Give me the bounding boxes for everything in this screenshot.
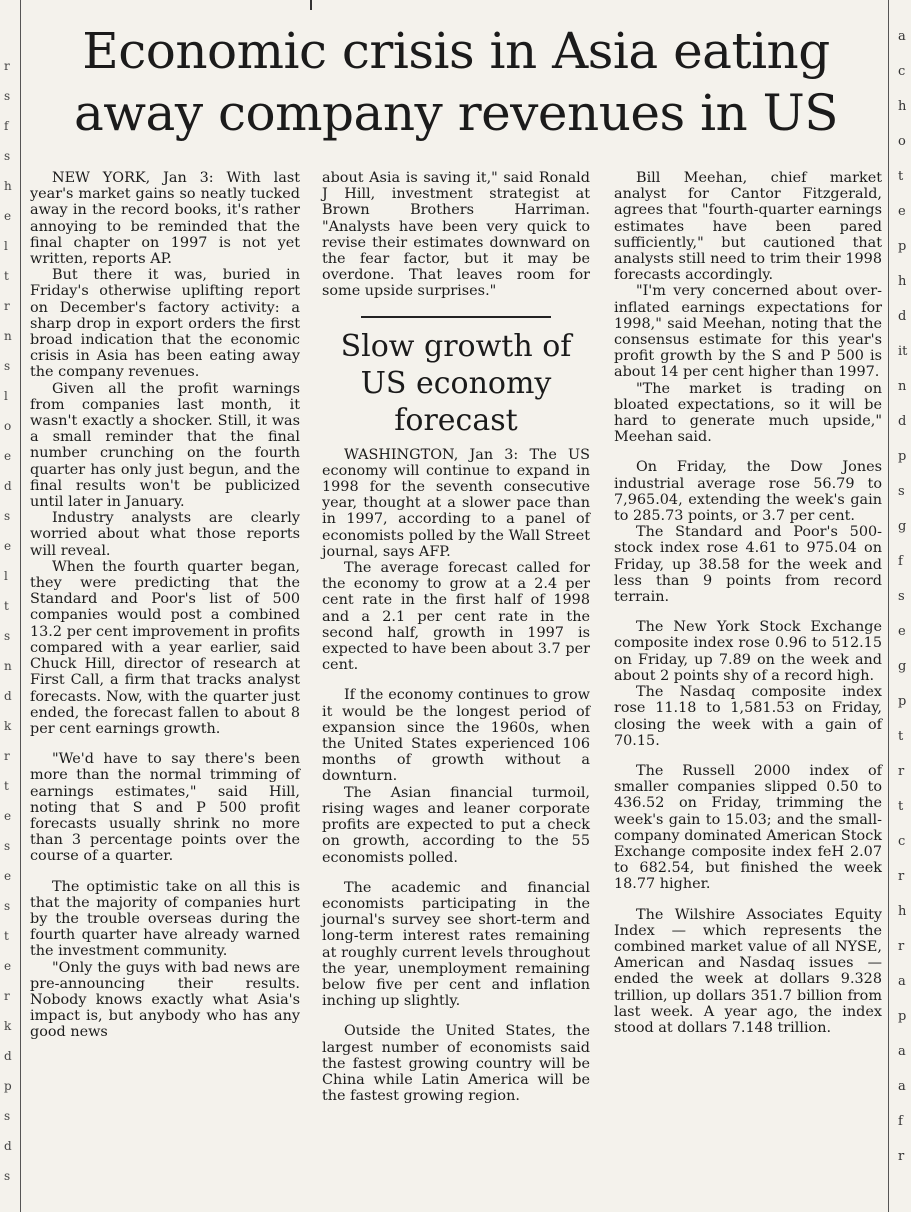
fragment-glyph: e xyxy=(4,449,12,463)
fragment-glyph: it xyxy=(898,344,908,359)
fragment-glyph: a xyxy=(898,1079,906,1094)
fragment-glyph: t xyxy=(4,929,9,943)
paragraph: The academic and financial economists participating in the journal's survey see short-term and long-term interest rates remaining at roughly current levels throughout the year, unemployment remaining below five per cent and inflation inching up slightly. xyxy=(322,879,590,1010)
fragment-glyph: t xyxy=(4,779,9,793)
fragment-glyph: c xyxy=(898,834,906,849)
headline-line-2: away company revenues in US xyxy=(73,84,839,142)
fragment-glyph: r xyxy=(898,869,905,884)
headline xyxy=(26,20,886,144)
paragraph: "I'm very concerned about over-inflated earnings expectations for 1998," said Meehan, noting that the consensus estimate for this year's profit growth by the S and P 500 is about 14 per cent higher than 1997. xyxy=(614,283,882,381)
headline-line-1: Economic crisis in Asia eating xyxy=(82,22,830,80)
column-rule-right xyxy=(888,0,889,1212)
fragment-glyph: k xyxy=(4,719,12,733)
article-column-3 xyxy=(614,170,882,1036)
paragraph: The New York Stock Exchange composite index rose 0.96 to 512.15 on Friday, up 7.89 on the week and about 2 points shy of a record high. xyxy=(614,619,882,684)
fragment-glyph: l xyxy=(4,569,8,583)
fragment-glyph: t xyxy=(898,729,904,744)
paragraph: Industry analysts are clearly worried about what those reports will reveal. xyxy=(30,510,300,559)
fragment-glyph: r xyxy=(4,749,10,763)
fragment-glyph: d xyxy=(898,309,907,324)
paragraph: Bill Meehan, chief market analyst for Cantor Fitzgerald, agrees that "fourth-quarter earnings estimates have been pared sufficiently," but cautioned that analysts still need to trim their 1998 forecasts accordingly. xyxy=(614,170,882,284)
fragment-glyph: o xyxy=(4,419,12,433)
fragment-glyph: e xyxy=(4,809,12,823)
fragment-glyph: d xyxy=(4,689,12,703)
paragraph: Outside the United States, the largest number of economists said the fastest growing country will be China while Latin America will be the fastest growing region. xyxy=(322,1023,590,1105)
fragment-glyph: a xyxy=(898,974,906,989)
fragment-glyph: a xyxy=(898,29,906,44)
fragment-glyph: p xyxy=(898,239,907,254)
paragraph: The optimistic take on all this is that the majority of companies hurt by the trouble overseas during the fourth quarter have already warned the investment community. xyxy=(30,878,300,960)
fragment-glyph: t xyxy=(898,799,904,814)
subhead-rule xyxy=(361,316,551,318)
fragment-glyph: n xyxy=(4,659,12,673)
fragment-glyph: r xyxy=(898,1149,905,1164)
fragment-glyph: g xyxy=(898,659,907,674)
fragment-glyph: d xyxy=(898,414,907,429)
fragment-glyph: s xyxy=(898,589,905,604)
fragment-glyph: t xyxy=(898,169,904,184)
fragment-glyph: t xyxy=(4,599,9,613)
fragment-glyph: s xyxy=(4,1109,11,1123)
fragment-glyph: h xyxy=(898,99,907,114)
fragment-glyph: s xyxy=(4,509,11,523)
fragment-glyph: s xyxy=(898,484,905,499)
fragment-glyph: n xyxy=(4,329,12,343)
paragraph: The average forecast called for the economy to grow at a 2.4 per cent rate in the first half of 1998 and a 2.1 per cent rate in the second half, growth in 1997 is expected to have been about 3.7 per cent. xyxy=(322,560,590,674)
fragment-glyph: o xyxy=(898,134,906,149)
paragraph: On Friday, the Dow Jones industrial average rose 56.79 to 7,965.04, extending the week's gain to 285.73 points, or 3.7 per cent. xyxy=(614,459,882,525)
fragment-glyph: r xyxy=(4,989,10,1003)
fragment-glyph: s xyxy=(4,629,11,643)
fragment-glyph: e xyxy=(898,624,906,639)
fragment-glyph: k xyxy=(4,1019,12,1033)
fragment-glyph: h xyxy=(4,179,12,193)
fragment-glyph: r xyxy=(898,764,905,779)
paragraph: The Asian financial turmoil, rising wages and leaner corporate profits are expected to put a check on growth, according to the 55 economists polled. xyxy=(322,784,590,866)
fragment-glyph: f xyxy=(4,119,9,133)
fragment-glyph: n xyxy=(898,379,907,394)
fragment-glyph: l xyxy=(4,389,8,403)
fragment-glyph: g xyxy=(898,519,907,534)
fragment-glyph: d xyxy=(4,1139,12,1153)
fragment-glyph: d xyxy=(4,1049,12,1063)
fragment-glyph: p xyxy=(898,1009,907,1024)
fragment-glyph: s xyxy=(4,359,11,373)
paragraph: "The market is trading on bloated expectations, so it will be hard to generate much upside," Meehan said. xyxy=(614,380,882,446)
paragraph: But there it was, buried in Friday's otherwise uplifting report on December's factory activity: a sharp drop in export orders the first broad indication that the economic crisis in Asia has been eating away the company revenues. xyxy=(30,267,300,381)
paragraph: The Wilshire Associates Equity Index — which represents the combined market value of all NYSE, American and Nasdaq issues — ended the week at dollars 9.328 trillion, up dollars 351.7 billion from last week. A year ago, the index stood at dollars 7.148 trillion. xyxy=(614,906,882,1036)
paragraph: about Asia is saving it," said Ronald J Hill, investment strategist at Brown Brothers Harriman. "Analysts have been very quick to revise their estimates downward on the fear factor, but it may be overdone. That leaves room for some upside surprises." xyxy=(322,170,590,300)
fragment-glyph: e xyxy=(4,959,12,973)
fragment-glyph: s xyxy=(4,839,11,853)
fragment-glyph: s xyxy=(4,899,11,913)
fragment-glyph: p xyxy=(898,694,907,709)
article-column-1 xyxy=(30,170,300,1041)
column-rule-left xyxy=(20,0,21,1212)
paragraph: "We'd have to say there's been more than the normal trimming of earnings estimates," said Hill, noting that S and P 500 profit forecasts usually shrink no more than 3 percentage points over the course of a quarter. xyxy=(30,751,300,865)
fragment-glyph: d xyxy=(4,479,12,493)
top-rule-tick xyxy=(310,0,312,10)
paragraph: WASHINGTON, Jan 3: The US economy will continue to expand in 1998 for the seventh consecutive year, thought at a slower pace than in 1997, according to a panel of economists polled by the Wall Street journal, says AFP. xyxy=(322,446,590,560)
fragment-glyph: l xyxy=(4,239,8,253)
fragment-glyph: s xyxy=(4,89,11,103)
fragment-glyph: h xyxy=(898,274,907,289)
subheadline: Slow growth of US economy forecast xyxy=(340,328,572,438)
fragment-glyph: r xyxy=(4,299,10,313)
article-column-2 xyxy=(322,170,590,1104)
paragraph: "Only the guys with bad news are pre-announcing their results. Nobody knows exactly what Asia's impact is, but anybody who has any good news xyxy=(30,959,300,1041)
fragment-glyph: e xyxy=(4,539,12,553)
paragraph: Given all the profit warnings from companies last month, it wasn't exactly a shocker. Still, it was a small reminder that the final number crunching on the fourth quarter has only just begun, and the final results won't be publicized until later in January. xyxy=(30,380,300,511)
adjacent-column-fragments-right xyxy=(892,0,911,1212)
fragment-glyph: e xyxy=(4,869,12,883)
fragment-glyph: s xyxy=(4,1169,11,1183)
fragment-glyph: f xyxy=(898,554,903,569)
paragraph: The Nasdaq composite index rose 11.18 to 1,581.53 on Friday, closing the week with a gain of 70.15. xyxy=(614,684,882,749)
fragment-glyph: r xyxy=(4,59,10,73)
fragment-glyph: r xyxy=(898,939,905,954)
paragraph: The Standard and Poor's 500-stock index rose 4.61 to 975.04 on Friday, up 38.58 for the week and less than 9 points from record terrain. xyxy=(614,524,882,606)
fragment-glyph: a xyxy=(898,1044,906,1059)
paragraph: The Russell 2000 index of smaller companies slipped 0.50 to 436.52 on Friday, trimming the week's gain to 15.03; and the small-company dominated American Stock Exchange composite index feH 2.07 to 682.54, but finished the week 18.77 higher. xyxy=(614,762,882,893)
paragraph: When the fourth quarter began, they were predicting that the Standard and Poor's list of 500 companies would post a combined 13.2 per cent improvement in profits compared with a year earlier, said Chuck Hill, director of research at First Call, a firm that tracks analyst forecasts. Now, with the quarter just ended, the forecast fallen to about 8 per cent earnings growth. xyxy=(30,558,300,737)
fragment-glyph: p xyxy=(898,449,907,464)
fragment-glyph: c xyxy=(898,64,906,79)
adjacent-column-fragments-left xyxy=(0,0,22,1212)
fragment-glyph: f xyxy=(898,1114,903,1129)
fragment-glyph: h xyxy=(898,904,907,919)
fragment-glyph: e xyxy=(898,204,906,219)
paragraph: NEW YORK, Jan 3: With last year's market gains so neatly tucked away in the record books, it's rather annoying to be reminded that the final chapter on 1997 is not yet written, reports AP. xyxy=(30,170,300,268)
fragment-glyph: s xyxy=(4,149,11,163)
fragment-glyph: p xyxy=(4,1079,12,1093)
fragment-glyph: e xyxy=(4,209,12,223)
paragraph: If the economy continues to grow it would be the longest period of expansion since the 1960s, when the United States experienced 106 months of growth without a downturn. xyxy=(322,687,590,785)
fragment-glyph: t xyxy=(4,269,9,283)
